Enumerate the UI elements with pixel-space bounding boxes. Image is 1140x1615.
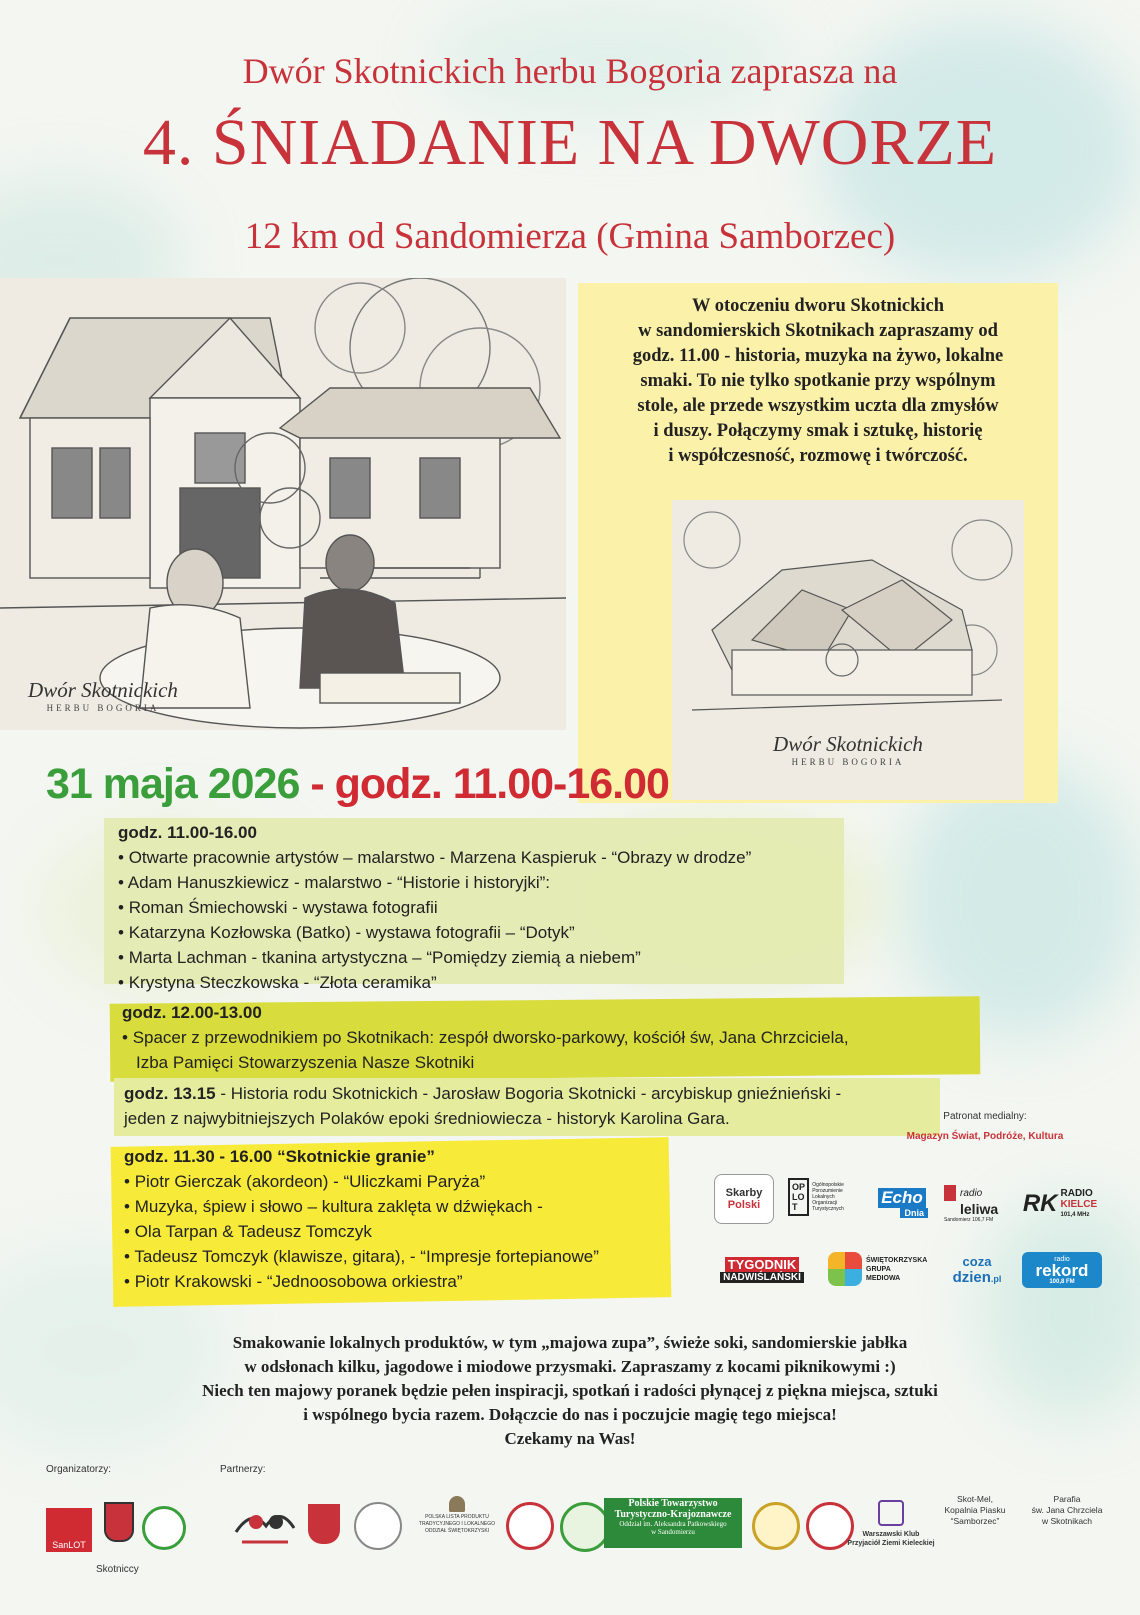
warszawski-klub-logo [846, 1500, 936, 1548]
rekord-radio: radio [1054, 1255, 1070, 1263]
program-item: • Ola Tarpan & Tadeusz Tomczyk [124, 1219, 599, 1244]
tree-emblem-icon [142, 1506, 186, 1550]
sgm-line-3: MEDIOWA [866, 1274, 901, 1282]
echo-text: Echo [878, 1188, 926, 1208]
program-time-1: godz. 11.00-16.00 [118, 823, 257, 842]
program-block-3 [124, 1081, 841, 1131]
parafia-line-3: w Skotnikach [1041, 1516, 1093, 1526]
leliwa-frequency: Sandomierz 106,7 FM [944, 1217, 994, 1223]
coza-text: coza [962, 1253, 992, 1269]
program-item: • Piotr Gierczak (akordeon) - “Uliczkami Paryża” [124, 1169, 599, 1194]
skotmel-line-2: Kopalnia Piasku [944, 1505, 1006, 1515]
media-patronage-label: Patronat medialny: [943, 1111, 1027, 1122]
program-item: • Otwarte pracownie artystów – malarstwo - Marzena Kaspieruk - “Obrazy w drodze” [118, 845, 751, 870]
skotmel-line-3: “Samborzec” [950, 1516, 1000, 1526]
pttk-line-2: Turystyczno-Krajoznawcze [614, 1509, 732, 1520]
header-location: 12 km od Sandomierza (Gmina Samborzec) [244, 216, 896, 257]
rekord-name: rekord [1035, 1260, 1089, 1280]
pttk-line-1: Polskie Towarzystwo [628, 1498, 718, 1509]
plrp-line-1: POLSKA LISTA PRODUKTU [425, 1514, 489, 1520]
skotniccy-text: Skotniccy [96, 1564, 139, 1575]
polski-text: Polski [727, 1199, 761, 1211]
leliwa-name: leliwa [960, 1201, 999, 1217]
closing-line: w odsłonach kilku, jagodowe i miodowe przysmaki. Zapraszamy z kocami piknikowymi :) [244, 1357, 896, 1376]
klub-emblem-icon [878, 1500, 904, 1526]
skotmel-line-1: Skot-Mel, [957, 1494, 993, 1504]
radio-rekord-logo [1022, 1252, 1102, 1288]
plrp-line-2: TRADYCYJNEGO I LOKALNEGO [418, 1521, 496, 1527]
program-item: • Piotr Krakowski - “Jednoosobowa orkiestra” [124, 1269, 599, 1294]
program-item: • Marta Lachman - tkanina artystyczna – “Pomiędzy ziemią a niebem” [118, 945, 751, 970]
program-item: • Krystyna Steczkowska - “Złota ceramika” [118, 970, 751, 995]
program-item: • Spacer z przewodnikiem po Skotnikach: zespół dworsko-parkowy, kościół św, Jana Chrzciciela, [122, 1028, 849, 1047]
skarby-text: Skarby [725, 1187, 763, 1199]
intro-line: stole, ale przede wszystkim uczta dla zmysłów [637, 396, 999, 416]
skarby-polski-logo [714, 1174, 774, 1224]
pttk-line-4: w Sandomierzu [651, 1528, 695, 1536]
event-title: 4. ŚNIADANIE NA DWORZE [142, 106, 998, 179]
rk-kielce: KIELCE [1060, 1198, 1098, 1210]
organizers-label: Organizatorzy: [46, 1464, 112, 1475]
manor-signature: Dwór Skotnickich [28, 678, 178, 702]
program-item-text: - Historia rodu Skotnickich - Jarosław Bogoria Skotnicki - arcybiskup gnieźnieński - [215, 1084, 842, 1103]
bell-icon [449, 1496, 465, 1512]
intro-line: W otoczeniu dworu Skotnickich [691, 296, 944, 316]
program-time-4: godz. 11.30 - 16.00 “Skotnickie granie” [124, 1147, 435, 1166]
plrp-line-3: ODDZIAŁ ŚWIĘTOKRZYSKI [424, 1528, 490, 1534]
closing-line: Niech ten majowy poranek będzie pełen inspiracji, spotkań i radości płynącej z piękna miejsca, sztuki [202, 1381, 938, 1400]
wk-line-2: Przyjaciół Ziemi Kieleckiej [847, 1540, 935, 1547]
program-item: • Katarzyna Kozłowska (Batko) - wystawa fotografii – “Dotyk” [118, 920, 751, 945]
folk-dancers-icon [232, 1502, 298, 1548]
tygodnik-text: TYGODNIK [725, 1257, 800, 1272]
sandomierz-emblem-icon [752, 1502, 800, 1550]
tygodnik-nadwislanski-logo [718, 1254, 806, 1286]
aerial-signature: Dwór Skotnickich [773, 732, 923, 756]
oplot-mark: OPLOT [788, 1178, 809, 1216]
closing-line: Smakowanie lokalnych produktów, w tym „majowa zupa”, świeże soki, sandomierskie jabłka [232, 1333, 908, 1352]
intro-line: i duszy. Połączymy smak i sztukę, historię [653, 421, 983, 441]
program-item: • Roman Śmiechowski - wystawa fotografii [118, 895, 751, 920]
radio-kielce-logo [1020, 1184, 1100, 1224]
program-item: • Tadeusz Tomczyk (klawisze, gitara), - “Impresje fortepianowe” [124, 1244, 599, 1269]
rk-frequency: 101,4 MHz [1060, 1211, 1090, 1218]
rk-mark: RK [1022, 1190, 1058, 1217]
event-date-line [46, 760, 669, 809]
header-invitation: Dwór Skotnickich herbu Bogoria zaprasza na [242, 51, 898, 91]
rekord-frequency: 100,8 FM [1049, 1278, 1075, 1285]
closing-line: Czekamy na Was! [504, 1429, 636, 1448]
sanlot-logo [46, 1508, 92, 1552]
cozadzien-logo [944, 1250, 1010, 1290]
intro-line: i współczesność, rozmowę i twórczość. [668, 446, 968, 466]
kgw-emblem-icon [506, 1502, 554, 1550]
pl-text: .pl [990, 1273, 1002, 1284]
oplot-logo [788, 1174, 848, 1220]
event-date: 31 maja 2026 [46, 760, 300, 808]
leliwa-mark-icon [944, 1185, 956, 1201]
dnia-text: Dnia [900, 1208, 928, 1218]
program-item-text: Spacer z przewodnikiem po Skotnikach: zespół dworsko-parkowy, kościół św, Jana Chrzciciela, [132, 1028, 849, 1047]
program-item: • Muzyka, śpiew i słowo – kultura zaklęta w dźwiękach - [124, 1194, 599, 1219]
sgm-line-2: GRUPA [866, 1265, 891, 1273]
sanlot-text: SanLOT [52, 1540, 86, 1550]
manor-sketch-illustration [0, 278, 566, 730]
pttk-emblem-icon [560, 1502, 610, 1552]
county-emblem-icon [354, 1502, 402, 1550]
closing-text [70, 1331, 1070, 1451]
wk-line-1: Warszawski Klub [862, 1531, 920, 1538]
radio-leliwa-logo [944, 1184, 1010, 1224]
program-time-3: godz. 13.15 [124, 1084, 216, 1103]
intro-line: w sandomierskich Skotnikach zapraszamy od [638, 321, 998, 341]
pttk-logo [604, 1498, 742, 1548]
intro-text [595, 294, 1041, 469]
swietokrzyska-grupa-mediowa-logo [828, 1248, 936, 1290]
intro-line: godz. 11.00 - historia, muzyka na żywo, lokalne [632, 346, 1004, 366]
parafia-line-1: Parafia [1053, 1494, 1081, 1504]
plrp-logo [418, 1496, 496, 1548]
pttk-line-3: Oddział im. Aleksandra Patkowskiego [619, 1520, 727, 1528]
event-hours: godz. 11.00-16.00 [334, 760, 669, 808]
leliwa-radio: radio [960, 1187, 983, 1199]
gmina-crest-icon [308, 1504, 340, 1544]
program-item-continued: jeden z najwybitniejszych Polaków epoki średniowiecza - historyk Karolina Gara. [124, 1109, 730, 1128]
skotmel-text [928, 1494, 1022, 1527]
program-item-continued: Izba Pamięci Stowarzyszenia Nasze Skotniki [136, 1053, 475, 1072]
program-block-1 [118, 820, 751, 995]
puzzle-icon [828, 1252, 862, 1286]
program-block-4 [124, 1144, 599, 1294]
nadwislanski-text: NADWIŚLAŃSKI [720, 1272, 804, 1283]
closing-line: i wspólnego bycia razem. Dołączcie do nas i poczujcie magię tego miejsca! [303, 1405, 837, 1424]
program-item: • Adam Hanuszkiewicz - malarstwo - “Historie i historyjki”: [118, 870, 751, 895]
parafia-text [1020, 1494, 1114, 1527]
partners-label: Partnerzy: [220, 1464, 266, 1475]
event-separator: - [299, 760, 335, 808]
media-patronage-highlight: Magazyn Świat, Podróże, Kultura [906, 1131, 1064, 1142]
sgm-line-1: ŚWIĘTOKRZYSKA [866, 1256, 928, 1264]
program-time-2: godz. 12.00-13.00 [122, 1003, 262, 1022]
rk-radio: RADIO [1060, 1187, 1093, 1199]
echo-dnia-logo [876, 1184, 928, 1222]
intro-line: smaki. To nie tylko spotkanie przy wspólnym [640, 371, 996, 391]
parafia-line-2: św. Jana Chrzciela [1031, 1505, 1103, 1515]
aerial-signature-subtitle: HERBU BOGORIA [791, 757, 905, 767]
manor-signature-subtitle: HERBU BOGORIA [46, 703, 160, 713]
oplot-description: Ogólnopolskie Porozumienie Lokalnych Organizacji Turystycznych [812, 1182, 844, 1212]
skotniccy-crest-icon [104, 1502, 134, 1542]
manor-aerial-sketch [672, 500, 1024, 800]
dzien-text: dzien [952, 1268, 991, 1286]
program-block-2 [122, 1000, 849, 1075]
